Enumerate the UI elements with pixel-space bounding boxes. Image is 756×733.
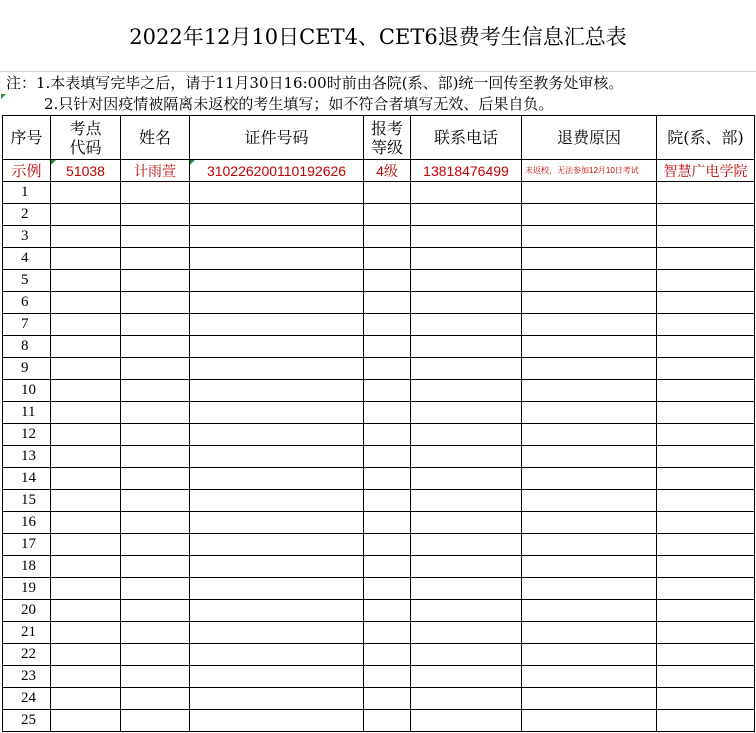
table-cell[interactable]	[522, 314, 657, 336]
row-number[interactable]: 24	[3, 688, 51, 710]
table-cell[interactable]	[51, 358, 121, 380]
table-cell[interactable]	[190, 468, 364, 490]
table-row	[3, 270, 755, 292]
row-number[interactable]: 2	[3, 204, 51, 226]
column-header[interactable]	[364, 116, 411, 160]
row-number[interactable]: 13	[3, 446, 51, 468]
table-cell[interactable]	[411, 336, 522, 358]
table-cell[interactable]	[411, 578, 522, 600]
table-row	[3, 204, 755, 226]
sheet-title: 2022年12月10日CET4、CET6退费考生信息汇总表	[0, 0, 756, 72]
table-cell[interactable]	[522, 182, 657, 204]
table-cell[interactable]	[121, 314, 190, 336]
table-cell[interactable]	[522, 248, 657, 270]
table-cell[interactable]	[121, 512, 190, 534]
table-cell[interactable]	[657, 424, 755, 446]
table-cell[interactable]	[190, 424, 364, 446]
comment-indicator-icon	[190, 160, 195, 165]
table-cell[interactable]	[522, 336, 657, 358]
table-cell[interactable]	[657, 622, 755, 644]
table-cell[interactable]	[51, 292, 121, 314]
table-cell[interactable]	[657, 534, 755, 556]
table-cell[interactable]	[364, 578, 411, 600]
table-cell[interactable]	[121, 556, 190, 578]
table-cell[interactable]	[411, 182, 522, 204]
table-cell[interactable]	[657, 358, 755, 380]
table-cell[interactable]	[51, 446, 121, 468]
table-cell[interactable]	[51, 490, 121, 512]
table-row	[3, 490, 755, 512]
column-header[interactable]	[190, 116, 364, 160]
table-cell[interactable]	[364, 270, 411, 292]
row-number[interactable]: 23	[3, 666, 51, 688]
table-cell[interactable]	[364, 512, 411, 534]
table-cell[interactable]	[522, 534, 657, 556]
table-cell[interactable]	[190, 534, 364, 556]
table-cell[interactable]	[51, 336, 121, 358]
table-cell[interactable]	[121, 688, 190, 710]
table-row	[3, 358, 755, 380]
header-row	[3, 116, 755, 160]
table-cell[interactable]	[121, 490, 190, 512]
row-number[interactable]: 17	[3, 534, 51, 556]
info-table	[2, 115, 755, 732]
column-header-line1: 退费原因	[556, 128, 621, 147]
table-cell[interactable]	[190, 512, 364, 534]
table-cell[interactable]	[190, 622, 364, 644]
table-cell[interactable]	[190, 688, 364, 710]
table-cell[interactable]	[121, 204, 190, 226]
table-cell[interactable]	[190, 402, 364, 424]
table-cell[interactable]	[121, 710, 190, 732]
table-cell[interactable]	[657, 688, 755, 710]
table-cell[interactable]	[522, 578, 657, 600]
table-cell[interactable]	[190, 644, 364, 666]
table-cell[interactable]	[121, 446, 190, 468]
note-line-2: 2.只针对因疫情被隔离未返校的考生填写；如不符合者填写无效、后果自负。	[44, 95, 554, 113]
row-number[interactable]: 19	[3, 578, 51, 600]
table-row	[3, 226, 755, 248]
table-row	[3, 534, 755, 556]
table-cell[interactable]	[190, 556, 364, 578]
table-cell[interactable]	[411, 380, 522, 402]
table-cell[interactable]	[364, 644, 411, 666]
table-cell[interactable]	[411, 534, 522, 556]
table-cell[interactable]	[522, 446, 657, 468]
table-cell[interactable]	[657, 402, 755, 424]
row-number[interactable]: 21	[3, 622, 51, 644]
table-row	[3, 314, 755, 336]
table-cell[interactable]	[364, 710, 411, 732]
table-cell[interactable]	[364, 446, 411, 468]
table-cell[interactable]	[411, 622, 522, 644]
table-row	[3, 644, 755, 666]
row-number[interactable]: 15	[3, 490, 51, 512]
row-number[interactable]: 9	[3, 358, 51, 380]
table-cell[interactable]	[51, 644, 121, 666]
table-cell[interactable]	[190, 578, 364, 600]
table-cell[interactable]	[411, 314, 522, 336]
table-cell[interactable]	[364, 292, 411, 314]
table-cell[interactable]	[364, 534, 411, 556]
column-header[interactable]	[3, 116, 51, 160]
table-cell[interactable]	[411, 666, 522, 688]
table-cell[interactable]	[411, 600, 522, 622]
table-cell[interactable]	[190, 270, 364, 292]
table-cell[interactable]	[121, 358, 190, 380]
table-cell[interactable]	[121, 578, 190, 600]
table-cell[interactable]	[121, 600, 190, 622]
column-header-line1: 考点	[69, 118, 102, 138]
column-header-line1: 姓名	[138, 128, 171, 147]
table-cell[interactable]	[51, 424, 121, 446]
table-cell[interactable]	[51, 622, 121, 644]
table-cell[interactable]	[657, 248, 755, 270]
column-header[interactable]	[51, 116, 121, 160]
column-header-line2: 代码	[69, 137, 102, 157]
table-cell[interactable]	[364, 248, 411, 270]
row-number[interactable]: 18	[3, 556, 51, 578]
table-row	[3, 292, 755, 314]
table-row	[3, 688, 755, 710]
table-cell[interactable]	[411, 710, 522, 732]
table-cell[interactable]	[190, 226, 364, 248]
table-cell[interactable]	[364, 226, 411, 248]
example-department[interactable]: 智慧广电学院	[657, 160, 755, 182]
table-cell[interactable]	[411, 688, 522, 710]
table-cell[interactable]	[657, 666, 755, 688]
table-cell[interactable]	[411, 292, 522, 314]
table-cell[interactable]	[190, 666, 364, 688]
table-cell[interactable]	[121, 644, 190, 666]
table-cell[interactable]	[657, 226, 755, 248]
table-cell[interactable]	[657, 270, 755, 292]
row-number[interactable]: 4	[3, 248, 51, 270]
table-cell[interactable]	[190, 182, 364, 204]
table-cell[interactable]	[411, 248, 522, 270]
table-cell[interactable]	[121, 380, 190, 402]
table-cell[interactable]	[522, 292, 657, 314]
table-row	[3, 710, 755, 732]
table-cell[interactable]	[51, 556, 121, 578]
note-line-1: 注：1.本表填写完毕之后，请于11月30日16:00时前由各院(系、部)统一回传至教务处审核。	[6, 74, 624, 92]
table-cell[interactable]	[364, 336, 411, 358]
table-cell[interactable]	[411, 468, 522, 490]
table-cell[interactable]	[190, 358, 364, 380]
table-cell[interactable]	[364, 424, 411, 446]
table-cell[interactable]	[190, 446, 364, 468]
table-cell[interactable]	[51, 402, 121, 424]
table-row	[3, 556, 755, 578]
table-cell[interactable]	[364, 600, 411, 622]
table-row	[3, 446, 755, 468]
row-number[interactable]: 11	[3, 402, 51, 424]
column-header-line1: 院(系、部)	[667, 128, 744, 147]
table-cell[interactable]	[522, 644, 657, 666]
example-reason[interactable]: 未返校，无法参加12月10日考试	[522, 160, 657, 182]
table-cell[interactable]	[522, 358, 657, 380]
example-name[interactable]: 计雨萱	[121, 160, 190, 182]
row-number[interactable]: 1	[3, 182, 51, 204]
table-cell[interactable]	[51, 182, 121, 204]
table-cell[interactable]	[121, 534, 190, 556]
table-cell[interactable]	[51, 710, 121, 732]
column-header[interactable]	[121, 116, 190, 160]
table-cell[interactable]	[657, 600, 755, 622]
table-cell[interactable]	[364, 468, 411, 490]
example-level[interactable]: 4级	[364, 160, 411, 182]
table-cell[interactable]	[121, 292, 190, 314]
row-number[interactable]: 6	[3, 292, 51, 314]
table-cell[interactable]	[190, 710, 364, 732]
table-cell[interactable]	[657, 292, 755, 314]
table-cell[interactable]	[411, 424, 522, 446]
table-cell[interactable]	[190, 380, 364, 402]
table-cell[interactable]	[411, 402, 522, 424]
table-cell[interactable]	[121, 622, 190, 644]
column-header[interactable]	[522, 116, 657, 160]
table-cell[interactable]	[121, 468, 190, 490]
table-cell[interactable]	[657, 204, 755, 226]
table-cell[interactable]	[51, 226, 121, 248]
table-row	[3, 468, 755, 490]
table-cell[interactable]	[121, 402, 190, 424]
table-cell[interactable]	[411, 446, 522, 468]
comment-indicator-icon	[51, 160, 56, 165]
table-cell[interactable]	[51, 578, 121, 600]
table-cell[interactable]	[51, 314, 121, 336]
table-cell[interactable]	[522, 402, 657, 424]
table-cell[interactable]	[522, 424, 657, 446]
table-row	[3, 578, 755, 600]
table-cell[interactable]	[522, 270, 657, 292]
table-cell[interactable]	[522, 512, 657, 534]
table-row	[3, 622, 755, 644]
row-number[interactable]: 3	[3, 226, 51, 248]
table-cell[interactable]	[657, 710, 755, 732]
table-cell[interactable]	[657, 512, 755, 534]
example-row	[3, 160, 755, 182]
table-cell[interactable]	[121, 226, 190, 248]
example-id-number[interactable]: 310226200110192626	[190, 160, 364, 182]
table-cell[interactable]	[121, 182, 190, 204]
row-number[interactable]: 16	[3, 512, 51, 534]
row-number[interactable]: 8	[3, 336, 51, 358]
table-cell[interactable]	[51, 512, 121, 534]
table-cell[interactable]	[121, 270, 190, 292]
table-cell[interactable]	[190, 490, 364, 512]
table-row	[3, 248, 755, 270]
table-cell[interactable]	[411, 644, 522, 666]
table-cell[interactable]	[364, 314, 411, 336]
table-cell[interactable]	[51, 468, 121, 490]
table-cell[interactable]	[51, 380, 121, 402]
row-number[interactable]: 25	[3, 710, 51, 732]
table-cell[interactable]	[364, 622, 411, 644]
table-cell[interactable]	[522, 380, 657, 402]
table-row	[3, 666, 755, 688]
table-cell[interactable]	[522, 600, 657, 622]
table-cell[interactable]	[190, 314, 364, 336]
table-cell[interactable]	[121, 666, 190, 688]
table-cell[interactable]	[522, 556, 657, 578]
table-cell[interactable]	[364, 556, 411, 578]
table-cell[interactable]	[364, 204, 411, 226]
table-cell[interactable]	[51, 248, 121, 270]
column-header-line1: 序号	[10, 128, 43, 147]
example-phone[interactable]: 13818476499	[411, 160, 522, 182]
table-cell[interactable]	[522, 688, 657, 710]
table-cell[interactable]	[411, 270, 522, 292]
table-cell[interactable]	[364, 402, 411, 424]
table-cell[interactable]	[657, 314, 755, 336]
example-site-code[interactable]: 51038	[51, 160, 121, 182]
table-cell[interactable]	[411, 556, 522, 578]
table-cell[interactable]	[190, 204, 364, 226]
table-cell[interactable]	[51, 204, 121, 226]
table-row	[3, 600, 755, 622]
table-row	[3, 336, 755, 358]
row-number[interactable]: 7	[3, 314, 51, 336]
table-row	[3, 424, 755, 446]
row-number[interactable]: 22	[3, 644, 51, 666]
table-row	[3, 402, 755, 424]
column-header-line1: 联系电话	[433, 128, 498, 147]
table-row	[3, 380, 755, 402]
table-cell[interactable]	[411, 204, 522, 226]
table-cell[interactable]	[190, 292, 364, 314]
row-number[interactable]: 14	[3, 468, 51, 490]
example-label[interactable]: 示例	[3, 160, 51, 182]
table-cell[interactable]	[657, 578, 755, 600]
table-cell[interactable]	[657, 446, 755, 468]
table-row	[3, 182, 755, 204]
table-cell[interactable]	[51, 688, 121, 710]
row-number[interactable]: 5	[3, 270, 51, 292]
table-cell[interactable]	[522, 226, 657, 248]
table-cell[interactable]	[364, 666, 411, 688]
table-cell[interactable]	[657, 556, 755, 578]
table-cell[interactable]	[364, 358, 411, 380]
row-number[interactable]: 20	[3, 600, 51, 622]
table-cell[interactable]	[190, 248, 364, 270]
table-cell[interactable]	[51, 270, 121, 292]
table-cell[interactable]	[657, 182, 755, 204]
table-cell[interactable]	[522, 622, 657, 644]
table-cell[interactable]	[522, 204, 657, 226]
table-cell[interactable]	[657, 644, 755, 666]
table-cell[interactable]	[522, 490, 657, 512]
table-cell[interactable]	[51, 666, 121, 688]
table-cell[interactable]	[190, 600, 364, 622]
row-number[interactable]: 10	[3, 380, 51, 402]
table-body	[3, 160, 755, 732]
table-cell[interactable]	[657, 380, 755, 402]
table-cell[interactable]	[522, 468, 657, 490]
table-cell[interactable]	[364, 688, 411, 710]
column-header[interactable]	[657, 116, 755, 160]
column-header-line1: 报考	[370, 118, 403, 138]
table-cell[interactable]	[190, 336, 364, 358]
table-cell[interactable]	[411, 358, 522, 380]
table-cell[interactable]	[364, 182, 411, 204]
table-cell[interactable]	[121, 248, 190, 270]
table-row	[3, 512, 755, 534]
table-cell[interactable]	[657, 468, 755, 490]
table-cell[interactable]	[522, 710, 657, 732]
table-cell[interactable]	[121, 336, 190, 358]
table-cell[interactable]	[51, 534, 121, 556]
table-cell[interactable]	[657, 336, 755, 358]
table-cell[interactable]	[51, 600, 121, 622]
table-cell[interactable]	[364, 490, 411, 512]
table-cell[interactable]	[364, 380, 411, 402]
table-cell[interactable]	[522, 666, 657, 688]
row-number[interactable]: 12	[3, 424, 51, 446]
table-cell[interactable]	[657, 490, 755, 512]
table-cell[interactable]	[411, 512, 522, 534]
column-header[interactable]	[411, 116, 522, 160]
column-header-line2: 等级	[370, 137, 403, 157]
table-cell[interactable]	[411, 226, 522, 248]
column-header-line1: 证件号码	[244, 128, 309, 147]
table-cell[interactable]	[121, 424, 190, 446]
table-cell[interactable]	[411, 490, 522, 512]
